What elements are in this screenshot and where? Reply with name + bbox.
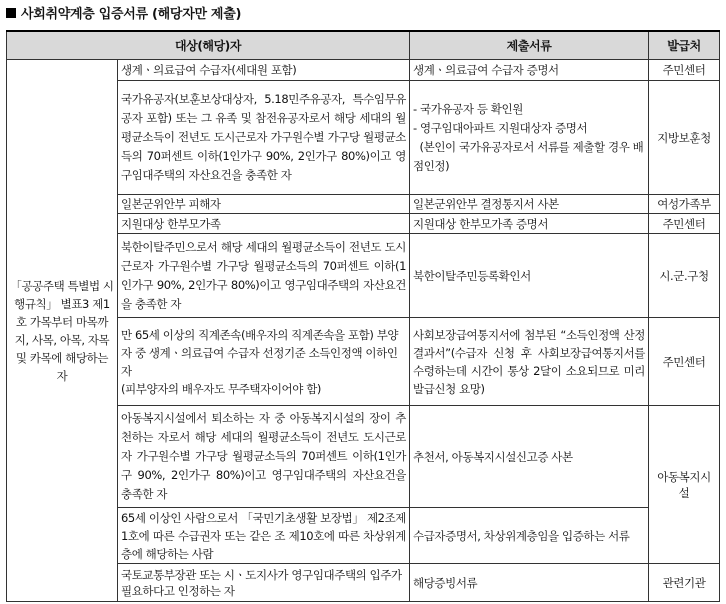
row-documents: 일본군위안부 결정통지서 사본 [410,195,649,214]
row-issuer: 관련기관 [649,564,720,602]
row-target: 국가유공자(보훈보상대상자, 5.18민주유공자, 특수임무유공자 포함) 또는 그 유족 및 참전유공자로서 해당 세대의 월평균소득이 전년도 도시근로자 가구원수별 가구당 월평균소득의 70퍼센트 이하(1인가구 90%, 2인가구 80%)이고 영구임대주택의 자산요건을 충족한 자 [118,81,410,195]
section-heading [6,3,241,22]
row-documents: 지원대상 한부모가족 증명서 [410,214,649,234]
table-row [7,60,720,81]
row-target: 만 65세 이상의 직계존속(배우자의 직계존속을 포함) 부양자 중 생계ㆍ의료급여 수급자 선정기준 소득인정액 이하인 자 (피부양자의 배우자도 무주택자이어야 함) [118,318,410,406]
documents-table [6,30,720,602]
row-documents: 생계ㆍ의료급여 수급자 증명서 [410,60,649,81]
row-issuer: 아동복지시설 [649,406,720,564]
row-documents: 사회보장급여통지서에 첨부된 “소득인정액 산정결과서”(수급자 신청 후 사회보장급여통지서를 수령하는데 시간이 통상 2달이 소요되므로 미리 발급신청 요망) [410,318,649,406]
row-issuer: 지방보훈청 [649,81,720,195]
row-target: 일본군위안부 피해자 [118,195,410,214]
group-label-cell: 「공공주택 특별법 시행규칙」 별표3 제1호 가목부터 마목까지, 사목, 아목, 자목 및 카목에 해당하는 자 [7,60,118,602]
row-issuer: 주민센터 [649,214,720,234]
row-target: 북한이탈주민으로서 해당 세대의 월평균소득이 전년도 도시근로자 가구원수별 가구당 월평균소득의 70퍼센트 이하(1인가구 90%, 2인가구 80%)이고 영구임대주택의 자산요건을 충족한 자 [118,234,410,318]
row-issuer: 주민센터 [649,318,720,406]
header-target: 대상(해당)자 [7,31,410,60]
row-issuer: 시.군.구청 [649,234,720,318]
row-documents: - 국가유공자 등 확인원 - 영구임대아파트 지원대상자 증명서 (본인이 국가유공자로서 서류를 제출할 경우 배점인정) [410,81,649,195]
table-header-row [7,31,720,60]
row-issuer: 여성가족부 [649,195,720,214]
row-documents: 추천서, 아동복지시설신고증 사본 [410,406,649,508]
row-documents: 북한이탈주민등록확인서 [410,234,649,318]
row-target: 국토교통부장관 또는 시ㆍ도지사가 영구임대주택의 입주가 필요하다고 인정하는 자 [118,564,410,602]
row-target: 65세 이상인 사람으로서 「국민기초생활 보장법」 제2조제1호에 따른 수급권자 또는 같은 조 제10호에 따른 차상위계층에 해당하는 사람 [118,508,410,564]
row-target: 생계ㆍ의료급여 수급자(세대원 포함) [118,60,410,81]
row-documents: 수급자증명서, 차상위계층임을 입증하는 서류 [410,508,649,564]
section-heading-text: 사회취약계층 입증서류 (해당자만 제출) [21,7,242,22]
header-documents: 제출서류 [410,31,649,60]
header-issuer: 발급처 [649,31,720,60]
row-target: 지원대상 한부모가족 [118,214,410,234]
row-documents: 해당증빙서류 [410,564,649,602]
square-bullet-icon [6,8,16,18]
row-issuer: 주민센터 [649,60,720,81]
row-target: 아동복지시설에서 퇴소하는 자 중 아동복지시설의 장이 추천하는 자로서 해당 세대의 월평균소득이 전년도 도시근로자 가구원수별 가구당 월평균소득의 70퍼센트 이하(1인가구 90%, 2인가구 80%)이고 영구임대주택의 자산요건을 충족한 자 [118,406,410,508]
